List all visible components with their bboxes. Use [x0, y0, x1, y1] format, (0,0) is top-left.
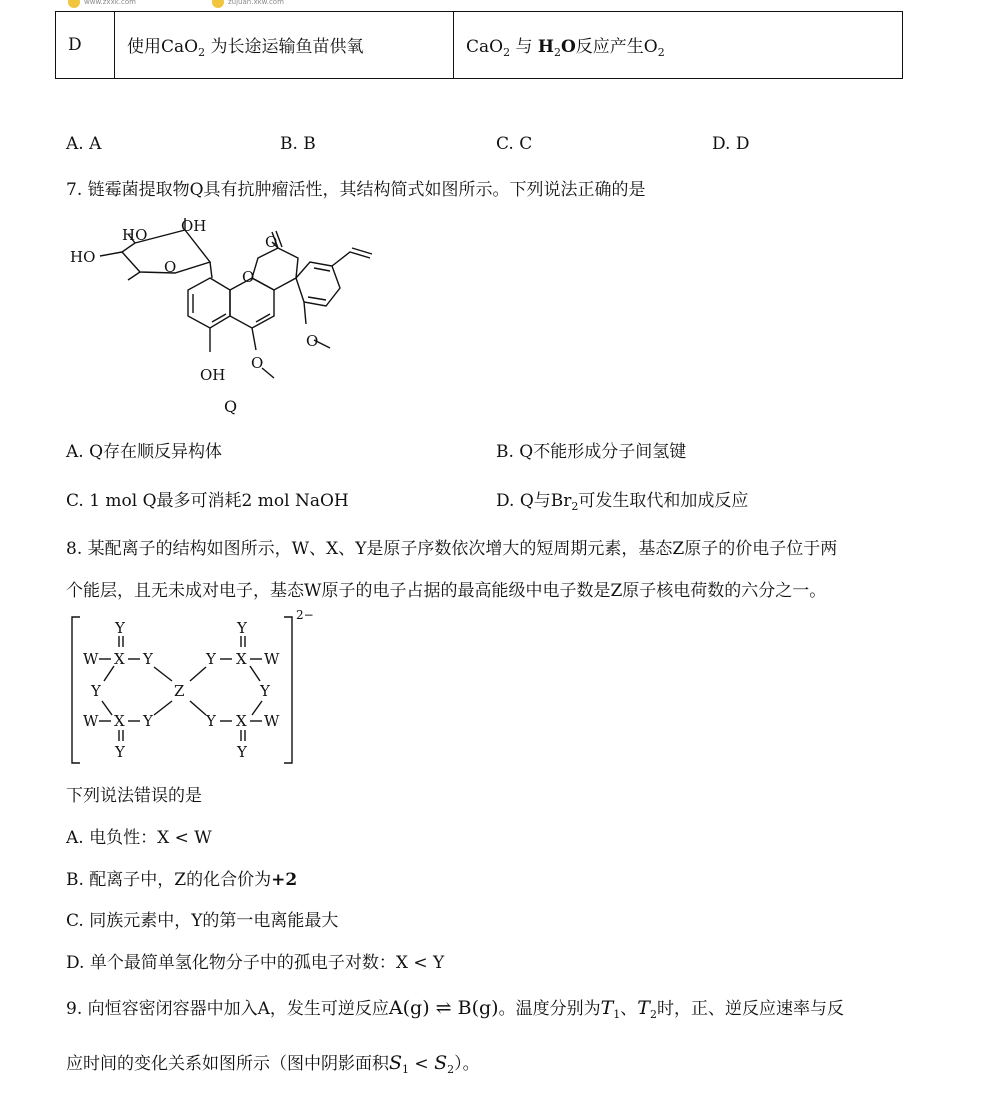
reason-formula-1: CaO	[466, 36, 504, 57]
q9-text-pre: 9. 向恒容密闭容器中加入A，发生可逆反应	[66, 999, 389, 1019]
o-ring-label: O	[164, 258, 177, 276]
reason-text-post: 反应产生	[575, 36, 644, 57]
method-formula: CaO	[161, 36, 199, 57]
atom-y: Y	[115, 743, 125, 761]
oh-label-top: OH	[181, 217, 207, 235]
q9-t1-sub: 1	[613, 1008, 621, 1021]
q7-option-d-post: 可发生取代和加成反应	[578, 491, 749, 511]
row-letter: D	[68, 35, 82, 55]
q8-prompt: 下列说法错误的是	[66, 786, 202, 806]
q7-option-d	[496, 486, 748, 513]
reason-formula-3: O	[560, 36, 576, 57]
atom-y: Y	[115, 619, 125, 637]
q8-option-a: A. 电负性：X < W	[66, 828, 212, 848]
q7-option-d-pre: D. Q与	[496, 491, 551, 511]
q9-line2-text: 应时间的变化关系如图所示（图中阴影面积	[66, 1054, 389, 1074]
oh-label-bottom: OH	[200, 366, 226, 384]
ho-label-1: HO	[122, 226, 148, 244]
atom-x: X	[236, 650, 247, 668]
logo-icon	[212, 0, 224, 8]
method-formula-sub: 2	[198, 45, 206, 59]
reason-formula-2: H	[537, 36, 554, 57]
method-text-post: 为长途运输鱼苗供氧	[210, 36, 364, 57]
q8-stem-line-1: 8. 某配离子的结构如图所示，W、X、Y是原子序数依次增大的短周期元素，基态Z原子的价电子位于两	[66, 539, 838, 559]
method-text: 使用	[127, 36, 161, 57]
reason-formula-4-sub: 2	[657, 45, 665, 59]
q9-t2: T	[637, 997, 650, 1019]
o-methoxy-bottom-label: O	[251, 354, 264, 372]
q8-option-c: C. 同族元素中，Y的第一电离能最大	[66, 911, 339, 931]
q6-option-c: C. C	[496, 134, 533, 154]
q8-option-b	[66, 865, 297, 890]
table-cell-letter	[56, 12, 115, 79]
watermark-left-text: www.zxxk.com	[84, 0, 136, 6]
q8-stem-line-2: 个能层，且无未成对电子，基态W原子的电子占据的最高能级中电子数是Z原子核电荷数的六分之一。	[66, 581, 827, 601]
q8-option-b-value: +2	[271, 870, 298, 890]
structure-caption: Q	[224, 397, 238, 416]
table-cell-method	[115, 12, 454, 79]
q9-s2-sub: 2	[447, 1063, 455, 1076]
reason-text: 与	[515, 36, 533, 57]
q8-option-b-text: B. 配离子中，Z的化合价为	[66, 870, 272, 890]
atom-y: Y	[143, 650, 153, 668]
atom-y: Y	[143, 712, 153, 730]
o-methoxy-right-label: O	[306, 332, 319, 350]
atom-y: Y	[260, 682, 270, 700]
q9-line-2	[66, 1049, 480, 1076]
atom-x: X	[114, 650, 125, 668]
q6-option-a: A. A	[66, 134, 102, 154]
q7-option-d-formula: Br	[550, 491, 572, 511]
q6-option-d: D. D	[712, 134, 750, 154]
q9-separator: 、	[620, 999, 638, 1019]
watermark-right-text: zujuan.xkw.com	[228, 0, 284, 6]
q7-option-d-sub: 2	[571, 500, 579, 513]
q9-s1: S	[389, 1052, 403, 1074]
atom-x: X	[236, 712, 247, 730]
table-row	[56, 12, 903, 79]
o-carbonyl-label: O	[265, 233, 278, 251]
reason-formula-4: O	[643, 36, 658, 57]
q7-option-c: C. 1 mol Q最多可消耗2 mol NaOH	[66, 491, 349, 511]
q9-t2-sub: 2	[649, 1008, 657, 1021]
logo-icon	[68, 0, 80, 8]
atom-w: W	[264, 650, 280, 668]
o-lactone-label: O	[242, 268, 255, 286]
table-cell-reason	[454, 12, 903, 79]
q9-t1: T	[600, 997, 614, 1019]
atom-w: W	[83, 650, 99, 668]
q9-s2: S	[434, 1052, 448, 1074]
atom-z: Z	[174, 682, 185, 700]
q9-less-than: <	[409, 1054, 435, 1074]
atom-w: W	[264, 712, 280, 730]
q9-text-post: 时，正、逆反应速率与反	[656, 999, 844, 1019]
atom-y: Y	[206, 712, 216, 730]
q7-option-b: B. Q不能形成分子间氢键	[496, 442, 687, 462]
atom-x: X	[114, 712, 125, 730]
q7-stem: 7. 链霉菌提取物Q具有抗肿瘤活性，其结构简式如图所示。下列说法正确的是	[66, 180, 646, 200]
ion-charge: 2−	[296, 608, 314, 622]
q9-reaction: A(g) ⇌ B(g)	[388, 997, 499, 1019]
complex-ion-structure	[66, 605, 326, 770]
atom-y: Y	[206, 650, 216, 668]
q8-option-d: D. 单个最简单氢化物分子中的孤电子对数：X < Y	[66, 953, 445, 973]
atom-y: Y	[237, 619, 247, 637]
q9-line2-end: ）。	[454, 1054, 480, 1074]
q6-option-b: B. B	[280, 134, 316, 154]
reason-formula-2-sub: 2	[553, 45, 561, 59]
q9-text-mid: 。温度分别为	[498, 999, 601, 1019]
ho-label-2: HO	[70, 248, 96, 266]
q9-line-1	[66, 994, 844, 1021]
q9-s1-sub: 1	[402, 1063, 410, 1076]
reason-formula-1-sub: 2	[503, 45, 511, 59]
q7-option-a: A. Q存在顺反异构体	[66, 442, 223, 462]
option-table	[55, 11, 903, 79]
watermark-right	[212, 0, 284, 6]
watermark-left	[68, 0, 136, 6]
atom-w: W	[83, 712, 99, 730]
atom-y: Y	[91, 682, 101, 700]
compound-q-structure	[60, 210, 400, 420]
atom-y: Y	[237, 743, 247, 761]
